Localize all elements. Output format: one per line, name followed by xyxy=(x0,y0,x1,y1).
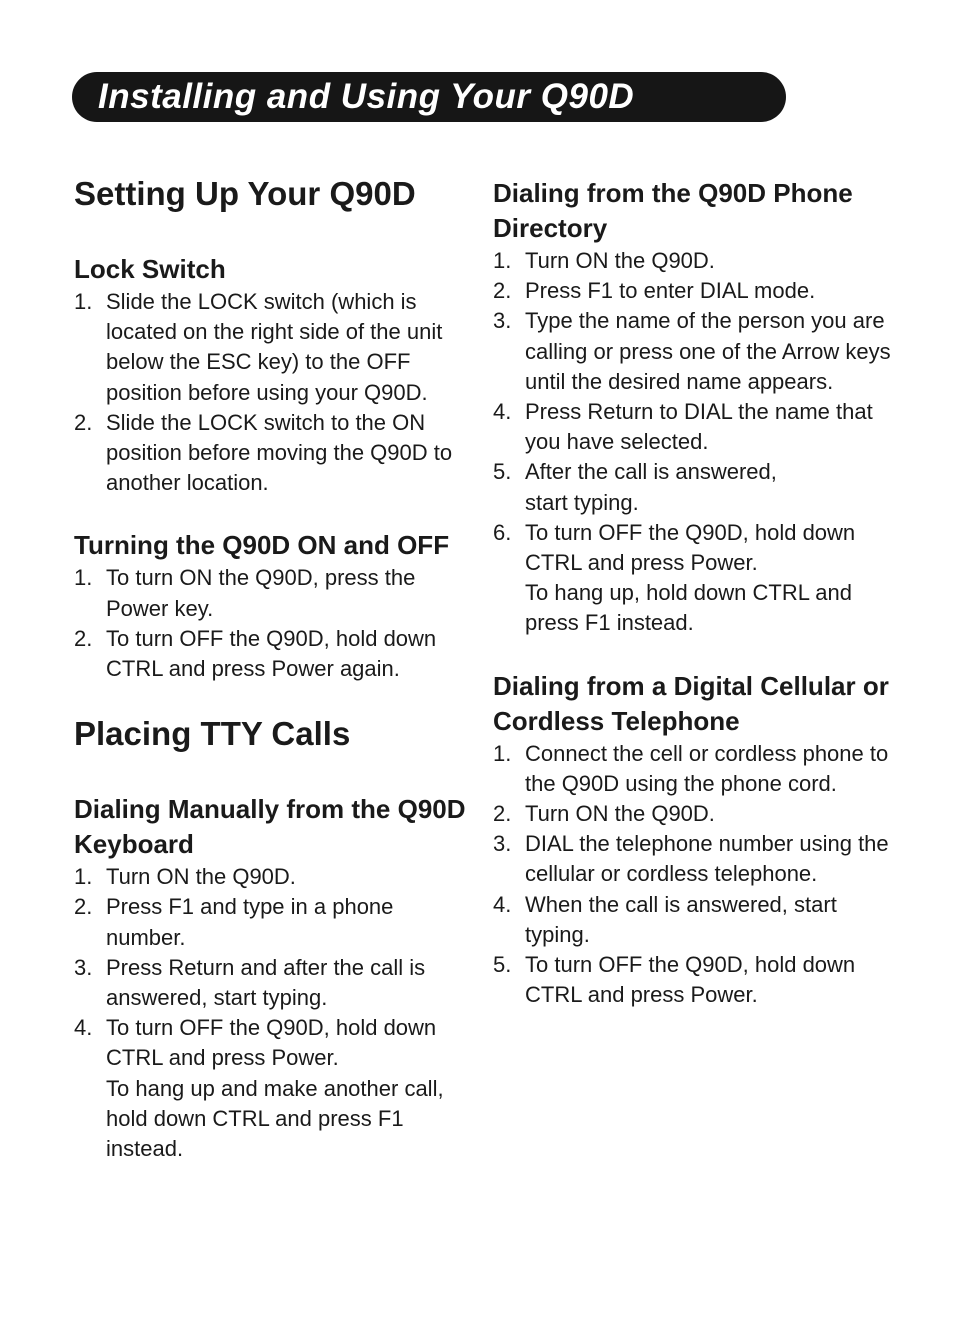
digital-cellular-steps xyxy=(493,739,893,1011)
page-title: Installing and Using Your Q90D xyxy=(98,77,635,116)
subheading-dialing-manually: Dialing Manually from the Q90D Keyboard xyxy=(74,794,466,860)
step-text: To turn OFF the Q90D, hold down CTRL and press Power. xyxy=(106,1015,437,1071)
list-item: 2. Slide the LOCK switch to the ON position before moving the Q90D to another location. xyxy=(74,409,453,496)
step-text: After the call is answered, xyxy=(525,459,777,485)
list-item: 6. To turn OFF the Q90D, hold down CTRL and press Power. To hang up, hold down CTRL and press F1 instead. xyxy=(493,518,893,639)
list-item: 2. Press F1 and type in a phone number. xyxy=(74,894,394,950)
list-item: 3. DIAL the telephone number using the cellular or cordless telephone. xyxy=(493,831,889,887)
list-item: 4. Press Return to DIAL the name that you have selected. xyxy=(493,399,873,455)
step-text: To turn OFF the Q90D, hold down CTRL and press Power. xyxy=(525,519,856,576)
list-item: 4. When the call is answered, start typing. xyxy=(493,891,837,947)
right-column xyxy=(493,176,893,1010)
list-item: 1. Connect the cell or cordless phone to the Q90D using the phone cord. xyxy=(493,740,889,796)
subheading-digital-cellular: Dialing from a Digital Cellular or Cordless Telephone xyxy=(493,670,889,736)
section-title-placing-calls: Placing TTY Calls xyxy=(74,715,351,753)
turning-on-off-steps xyxy=(74,563,474,684)
list-item: 4. To turn OFF the Q90D, hold down CTRL and press Power. To hang up and make another call, hold down CTRL and press F1 instead. xyxy=(74,1013,474,1164)
left-column xyxy=(74,174,474,1164)
step-note: To hang up and make another call, hold down CTRL and press F1 instead. xyxy=(106,1075,444,1162)
list-item: 5. After the call is answered, start typing. xyxy=(493,457,893,517)
page-banner xyxy=(72,72,786,122)
list-item: 1. Turn ON the Q90D. xyxy=(493,248,715,273)
list-item: 1. To turn ON the Q90D, press the Power key. xyxy=(74,565,416,621)
list-item: 3. Type the name of the person you are calling or press one of the Arrow keys until the desired name appears. xyxy=(493,308,891,394)
subheading-turning-on-off: Turning the Q90D ON and OFF xyxy=(74,530,450,561)
step-note: To hang up, hold down CTRL and press F1 instead. xyxy=(525,580,852,636)
list-item: 3. Press Return and after the call is answered, start typing. xyxy=(74,954,426,1011)
list-item: 2. To turn OFF the Q90D, hold down CTRL and press Power again. xyxy=(74,625,437,682)
list-item: 2. Press F1 to enter DIAL mode. xyxy=(493,278,816,304)
section-title-setup: Setting Up Your Q90D xyxy=(74,175,416,212)
subheading-phone-directory: Dialing from the Q90D Phone Directory xyxy=(493,178,853,243)
step-note: start typing. xyxy=(525,489,639,515)
lock-switch-steps xyxy=(74,287,474,498)
list-item: 1. Slide the LOCK switch (which is located on the right side of the unit below the ESC key) to the OFF position before using your Q90D. xyxy=(74,289,443,405)
dialing-manually-steps xyxy=(74,862,474,1164)
list-item: 1. Turn ON the Q90D. xyxy=(74,864,296,890)
phone-directory-steps xyxy=(493,246,893,639)
subheading-lock-switch: Lock Switch xyxy=(74,254,226,284)
list-item: 2. Turn ON the Q90D. xyxy=(493,801,715,827)
list-item: 5. To turn OFF the Q90D, hold down CTRL and press Power. xyxy=(493,952,856,1008)
